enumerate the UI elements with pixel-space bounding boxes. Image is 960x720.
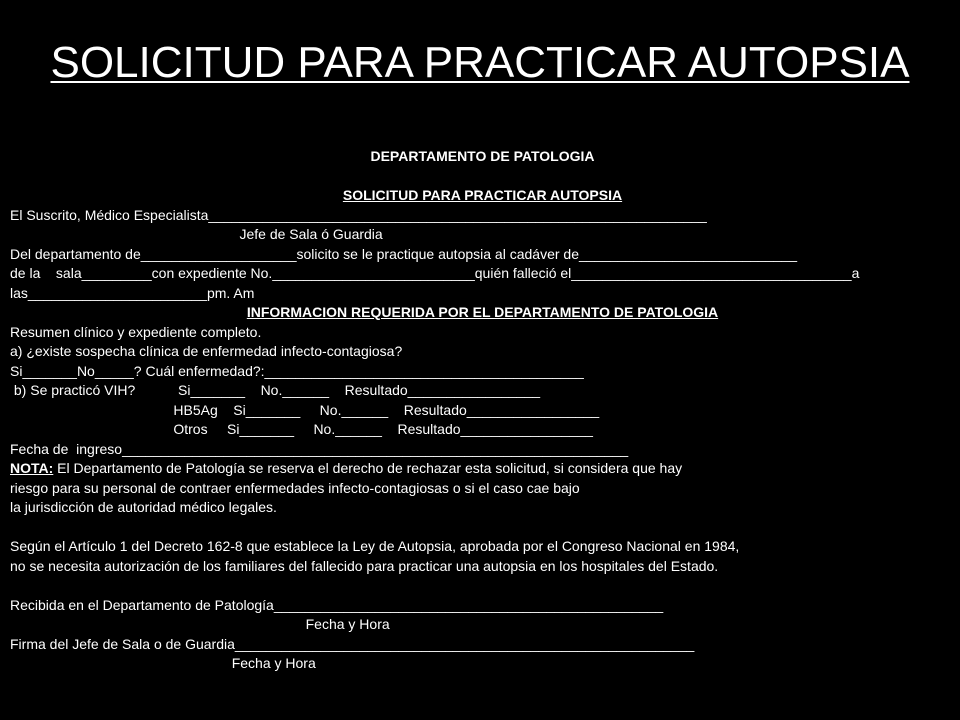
date-time-caption-2: Fecha y Hora <box>10 655 316 671</box>
spacer <box>10 518 955 538</box>
autopsy-request-form <box>10 147 955 674</box>
signature-line: Firma del Jefe de Sala o de Guardia___________________________________________________________ <box>10 635 695 652</box>
required-info-heading: INFORMACION REQUERIDA POR EL DEPARTAMENTO DE PATOLOGIA <box>246 304 719 320</box>
ward-record-line: de la sala_________con expediente No.__________________________quién falleció el____________________________________a <box>10 265 860 281</box>
ward-chief-caption: Jefe de Sala ó Guardia <box>10 226 383 242</box>
received-line: Recibida en el Departamento de Patología__________________________________________________ <box>10 596 664 613</box>
department-line: Del departamento de____________________solicito se le practique autopsia al cadáver de____________________________ <box>10 245 797 262</box>
spacer <box>10 576 955 596</box>
date-time-caption-1: Fecha y Hora <box>10 616 390 632</box>
risk-line: riesgo para su personal de contraer enfermedades infecto-contagiosas o si el caso cae bajo <box>10 479 580 496</box>
admission-date-line: Fecha de ingreso_________________________________________________________________ <box>10 440 629 457</box>
other-test-line: Otros Si_______ No.______ Resultado_________________ <box>10 421 593 437</box>
hb5ag-test-line: HB5Ag Si_______ No.______ Resultado_________________ <box>10 401 600 418</box>
department-heading: DEPARTAMENTO DE PATOLOGIA <box>370 148 595 164</box>
clinical-summary-line: Resumen clínico y expediente completo. <box>10 323 262 340</box>
infection-question-line: a) ¿existe sospecha clínica de enfermedad infecto-contagiosa? <box>10 343 403 359</box>
time-line: las_______________________pm. Am <box>10 284 255 301</box>
note-text: El Departamento de Patología se reserva el derecho de rechazar esta solicitud, si considera que hay <box>53 460 683 476</box>
note-label: NOTA: <box>10 460 54 476</box>
jurisdiction-line: la jurisdicción de autoridad médico legales. <box>10 499 277 515</box>
note-line <box>10 459 955 479</box>
law-article-line: Según el Artículo 1 del Decreto 162-8 que establece la Ley de Autopsia, aprobada por el Congreso Nacional en 1984, <box>10 538 740 554</box>
form-subtitle: SOLICITUD PARA PRACTICAR AUTOPSIA <box>342 187 623 203</box>
no-authorization-line: no se necesita autorización de los familiares del fallecido para practicar una autopsia en los hospitales del Estado. <box>10 557 719 574</box>
hiv-test-line: b) Se practicó VIH? Si_______ No.______ Resultado_________________ <box>10 382 541 398</box>
spacer <box>10 167 955 187</box>
page-title: SOLICITUD PARA PRACTICAR AUTOPSIA <box>50 38 910 87</box>
specialist-line: El Suscrito, Médico Especialista________________________________________________________________ <box>10 206 707 223</box>
which-disease-line: Si_______No_____? Cuál enfermedad?:_________________________________________ <box>10 362 584 379</box>
